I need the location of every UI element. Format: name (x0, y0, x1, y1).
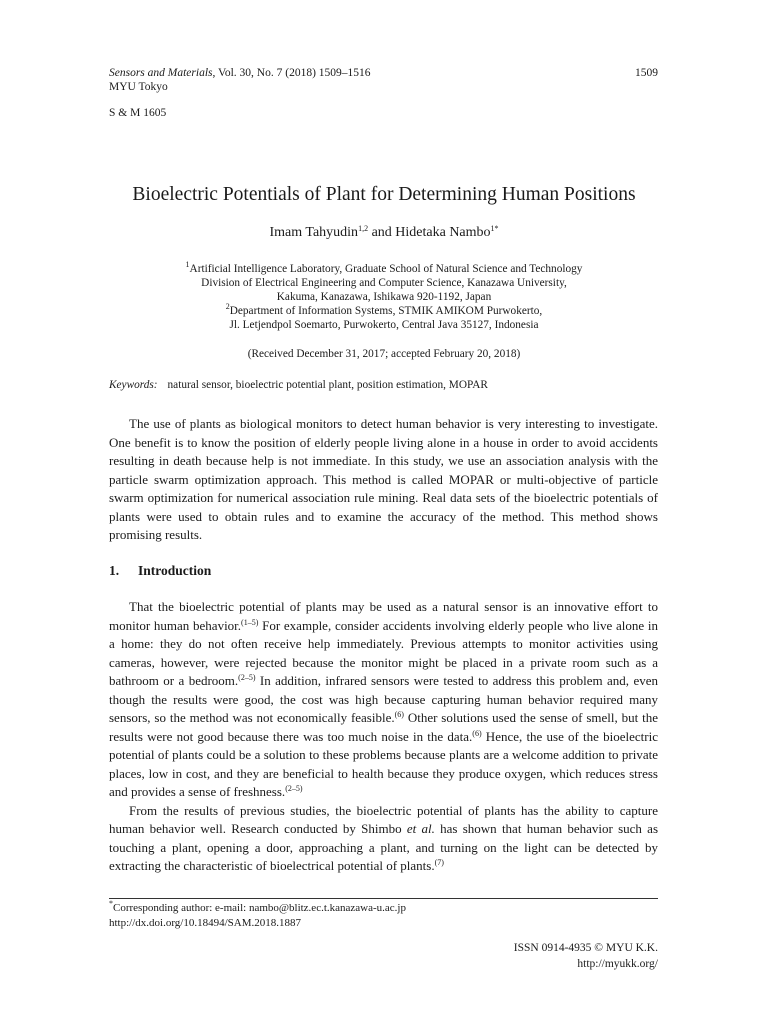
publisher: MYU Tokyo (109, 81, 168, 93)
intro-paragraph (109, 598, 658, 802)
section-heading (109, 563, 211, 579)
author-name: Hidetaka Nambo (395, 225, 491, 240)
author-name: Imam Tahyudin (269, 225, 359, 240)
affiliation-mark: 1 (185, 260, 190, 269)
intro-paragraph (109, 802, 658, 876)
body-text: Other solutions used the sense of smell, but the results were not good because there was too much noise in the data. (109, 710, 658, 744)
body-text: That the bioelectric potential of plants may be used as a natural sensor is an innovative effort to monitor human behavior. (109, 599, 658, 633)
body-text: has shown that human behavior such as touching a plant, opening a door, approaching a plant, and turning on the light can be detected by extracting the characteristic of bioelectrical potential of plants. (109, 821, 659, 873)
citation-ref: (1–5) (241, 617, 259, 627)
citation-ref: (6) (472, 728, 482, 738)
affiliation-line (0, 304, 768, 318)
footnotes (109, 901, 406, 931)
sm-code: S & M 1605 (109, 107, 167, 119)
section-title: Introduction (138, 563, 212, 578)
abstract-text: The use of plants as biological monitors to detect human behavior is very interesting to investigate. One benefit is to know the position of elderly people living alone in a house in order to avoid accidents resulting in death because help is not immediate. In this study, we use an association analysis with the particle swarm optimization approach. This method is called MOPAR or multi-objective of particle swarm optimization for numerical association rule mining. Real data sets of the bioelectric potentials of plants were used to obtain rules and to examine the accuracy of the method. This method shows promising results. (109, 416, 658, 542)
received-dates: (Received December 31, 2017; accepted February 20, 2018) (247, 348, 521, 360)
footnote-divider (109, 898, 658, 899)
journal-citation (109, 66, 371, 81)
paper-title: Bioelectric Potentials of Plant for Determining Human Positions (132, 184, 636, 205)
corresponding-author (109, 901, 406, 916)
affiliation-line (0, 262, 768, 276)
body-text-italic: et al. (406, 821, 435, 836)
publisher-url[interactable]: http://myukk.org/ (577, 958, 658, 970)
body-text: In addition, infrared sensors were tested to address this problem and, even though the results were good, the cost was high because capturing human behavior required many sensors, so the method was not economically feasible. (109, 673, 658, 725)
author-list (0, 225, 768, 241)
author-conjunction: and (368, 225, 396, 240)
keywords-label: Keywords: (109, 379, 158, 391)
affiliations (0, 262, 768, 332)
footnote-mark: * (109, 899, 113, 908)
affiliation-text: Department of Information Systems, STMIK AMIKOM Purwokerto, (229, 305, 543, 317)
affiliation-line: Kakuma, Kanazawa, Ishikawa 920-1192, Japan (276, 291, 492, 303)
citation-ref: (2–5) (285, 784, 303, 793)
citation-ref: (2–5) (238, 673, 256, 682)
issn-line: ISSN 0914-4935 © MYU K.K. (513, 942, 658, 954)
body-text: From the results of previous studies, the bioelectric potential of plants has the ability to capture human behavior well. Research conducted by Shimbo (109, 802, 658, 836)
introduction-body (109, 598, 658, 876)
footnote-text: Corresponding author: e-mail: nambo@blitz.ec.t.kanazawa-u.ac.jp (113, 902, 406, 914)
section-number: 1. (109, 563, 120, 578)
author-affiliation-mark: 1,2 (358, 224, 369, 233)
journal-name: Sensors and Materials (109, 67, 213, 79)
keywords (109, 379, 488, 391)
doi-link[interactable]: http://dx.doi.org/10.18494/SAM.2018.1887 (109, 917, 302, 929)
page-number: 1509 (635, 67, 658, 79)
affiliation-text: Artificial Intelligence Laboratory, Graduate School of Natural Science and Technology (189, 263, 583, 275)
citation-ref: (7) (434, 858, 444, 867)
body-text: Hence, the use of the bioelectric potential of plants could be a solution to these problems because plants are a welcome addition to private places, low in cost, and they are beneficial to health because they produce oxygen, which reduces stress and provides a sense of freshness. (109, 728, 658, 799)
affiliation-line: Jl. Letjendpol Soemarto, Purwokerto, Central Java 35127, Indonesia (229, 319, 539, 331)
abstract (109, 415, 658, 545)
citation-details: , Vol. 30, No. 7 (2018) 1509–1516 (212, 67, 371, 79)
author-affiliation-mark: 1* (490, 224, 499, 233)
citation-ref: (6) (394, 710, 404, 719)
keywords-text: natural sensor, bioelectric potential plant, position estimation, MOPAR (167, 379, 488, 391)
body-text: For example, consider accidents involving elderly people who live alone in a home: they do not often receive help immediately. Previous attempts to monitor activities using cameras, however, were rejected because the monitor might be placed in a private room such as a bathroom or a bedroom. (109, 617, 658, 688)
affiliation-mark: 2 (225, 302, 230, 311)
issn-block (514, 940, 658, 972)
affiliation-line: Division of Electrical Engineering and Computer Science, Kanazawa University, (201, 277, 567, 289)
